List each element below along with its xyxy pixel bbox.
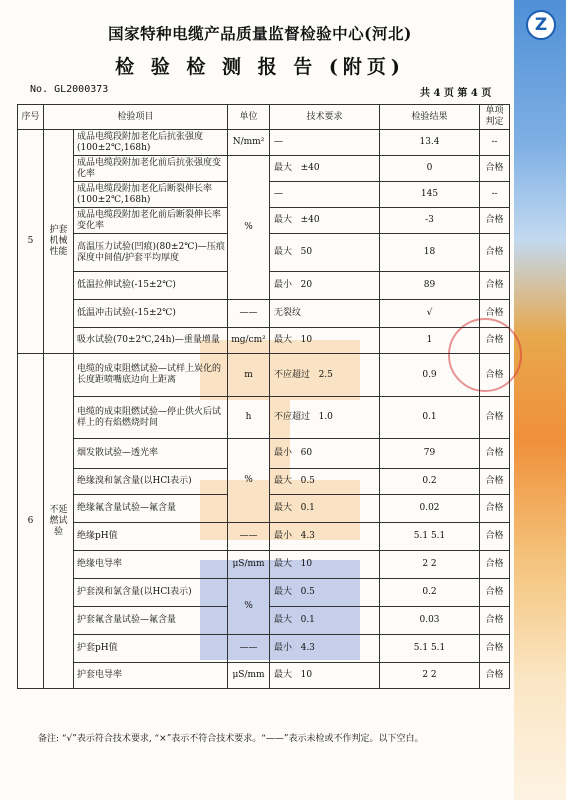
judgement-cell: 合格 [480, 208, 510, 234]
table-row [18, 397, 510, 439]
judgement-cell: 合格 [480, 156, 510, 182]
group-category: 护套机械性能 [44, 130, 74, 354]
result-cell: 18 [380, 234, 480, 272]
table-row [18, 551, 510, 579]
result-cell: 145 [380, 182, 480, 208]
table-row [18, 354, 510, 397]
item-cell: 成品电缆段附加老化后断裂伸长率(100±2℃,168h) [74, 182, 228, 208]
result-cell: 5.1 5.1 [380, 635, 480, 663]
judgement-cell: 合格 [480, 607, 510, 635]
item-cell: 绝缘pH值 [74, 523, 228, 551]
requirement-cell: 最大 ±40 [270, 156, 380, 182]
judgement-cell: 合格 [480, 663, 510, 689]
requirement-cell: 最大 10 [270, 663, 380, 689]
item-cell: 成品电缆段附加老化前后断裂伸长率变化率 [74, 208, 228, 234]
requirement-cell: 最大 0.1 [270, 607, 380, 635]
unit-cell: —— [228, 523, 270, 551]
requirement-cell: 最大 10 [270, 551, 380, 579]
requirement-cell: 最大 0.5 [270, 579, 380, 607]
requirement-cell: 最小 4.3 [270, 523, 380, 551]
item-cell: 护套pH值 [74, 635, 228, 663]
item-cell: 电缆的成束阻燃试验—试样上炭化的长度距喷嘴底边向上距离 [74, 354, 228, 397]
result-cell: √ [380, 300, 480, 328]
judgement-cell: 合格 [480, 272, 510, 300]
table-row [18, 663, 510, 689]
judgement-cell: -- [480, 130, 510, 156]
table-row [18, 328, 510, 354]
item-cell: 绝缘氟含量试验—氟含量 [74, 495, 228, 523]
unit-cell: —— [228, 635, 270, 663]
item-cell: 绝缘溴和氯含量(以HCl表示) [74, 469, 228, 495]
page-info: 共 4 页 第 4 页 [420, 88, 492, 99]
report-number-label: No. [30, 84, 49, 95]
unit-cell: m [228, 354, 270, 397]
report-number [30, 84, 108, 95]
result-cell: 0.2 [380, 579, 480, 607]
unit-cell: h [228, 397, 270, 439]
institution-logo-icon [526, 10, 556, 40]
item-cell: 护套溴和氯含量(以HCl表示) [74, 579, 228, 607]
result-cell: 0 [380, 156, 480, 182]
requirement-cell: 无裂纹 [270, 300, 380, 328]
table-row [18, 523, 510, 551]
item-cell: 成品电缆段附加老化前后抗张强度变化率 [74, 156, 228, 182]
table-row [18, 579, 510, 607]
judgement-cell: 合格 [480, 469, 510, 495]
unit-cell: μS/mm [228, 663, 270, 689]
item-cell: 成品电缆段附加老化后抗张强度(100±2℃,168h) [74, 130, 228, 156]
requirement-cell: 不应超过 2.5 [270, 354, 380, 397]
item-cell: 吸水试验(70±2℃,24h)—重量增量 [74, 328, 228, 354]
result-cell: 0.9 [380, 354, 480, 397]
header-unit: 单位 [228, 105, 270, 130]
requirement-cell: 不应超过 1.0 [270, 397, 380, 439]
unit-cell: N/mm² [228, 130, 270, 156]
item-cell: 绝缘电导率 [74, 551, 228, 579]
header-seq: 序号 [18, 105, 44, 130]
requirement-cell: 最小 60 [270, 439, 380, 469]
judgement-cell: 合格 [480, 579, 510, 607]
result-cell: 0.03 [380, 607, 480, 635]
group-seq: 6 [18, 354, 44, 689]
judgement-cell: 合格 [480, 551, 510, 579]
unit-cell: —— [228, 300, 270, 328]
group-seq: 5 [18, 130, 44, 354]
judgement-cell: 合格 [480, 439, 510, 469]
judgement-cell: 合格 [480, 495, 510, 523]
requirement-cell: — [270, 130, 380, 156]
table-row [18, 635, 510, 663]
header-result: 检验结果 [380, 105, 480, 130]
header-item: 检验项目 [44, 105, 228, 130]
unit-cell: % [228, 156, 270, 300]
item-cell: 低温冲击试验(-15±2℃) [74, 300, 228, 328]
table-row [18, 130, 510, 156]
unit-cell: mg/cm² [228, 328, 270, 354]
unit-cell: μS/mm [228, 551, 270, 579]
organization-title: 国家特种电缆产品质量监督检验中心(河北) [108, 24, 412, 43]
unit-cell: % [228, 439, 270, 523]
table-row [18, 156, 510, 182]
result-cell: 79 [380, 439, 480, 469]
result-cell: 2 2 [380, 551, 480, 579]
item-cell: 护套电导率 [74, 663, 228, 689]
judgement-cell: -- [480, 182, 510, 208]
report-number-value: GL2000373 [54, 84, 109, 95]
requirement-cell: 最小 20 [270, 272, 380, 300]
result-cell: 1 [380, 328, 480, 354]
unit-cell: % [228, 579, 270, 635]
item-cell: 护套氟含量试验—氟含量 [74, 607, 228, 635]
judgement-cell: 合格 [480, 328, 510, 354]
requirement-cell: 最大 0.5 [270, 469, 380, 495]
item-cell: 高温压力试验(凹痕)(80±2℃)—压痕深度中间值/护套平均厚度 [74, 234, 228, 272]
result-cell: 5.1 5.1 [380, 523, 480, 551]
judgement-cell: 合格 [480, 300, 510, 328]
requirement-cell: 最小 4.3 [270, 635, 380, 663]
decorative-color-strip [514, 0, 566, 800]
requirement-cell: 最大 ±40 [270, 208, 380, 234]
result-cell: 0.2 [380, 469, 480, 495]
table-header-row [18, 105, 510, 130]
item-cell: 低温拉伸试验(-15±2℃) [74, 272, 228, 300]
requirement-cell: 最大 0.1 [270, 495, 380, 523]
item-cell: 电缆的成束阻燃试验—停止供火后试样上的有焰燃烧时间 [74, 397, 228, 439]
table-row [18, 300, 510, 328]
document-title: 检 验 检 测 报 告 (附页) [115, 56, 405, 78]
header-judgement: 单项判定 [480, 105, 510, 130]
result-cell: -3 [380, 208, 480, 234]
footer-note: 备注: “√”表示符合技术要求, “×”表示不符合技术要求。“——”表示未检或不作判定。以下空白。 [38, 734, 424, 744]
judgement-cell: 合格 [480, 354, 510, 397]
table-row [18, 439, 510, 469]
judgement-cell: 合格 [480, 234, 510, 272]
judgement-cell: 合格 [480, 523, 510, 551]
requirement-cell: — [270, 182, 380, 208]
result-cell: 89 [380, 272, 480, 300]
results-table [17, 104, 510, 689]
requirement-cell: 最大 50 [270, 234, 380, 272]
header-requirement: 技术要求 [270, 105, 380, 130]
requirement-cell: 最大 10 [270, 328, 380, 354]
result-cell: 0.02 [380, 495, 480, 523]
judgement-cell: 合格 [480, 635, 510, 663]
judgement-cell: 合格 [480, 397, 510, 439]
group-category: 不延燃试验 [44, 354, 74, 689]
result-cell: 2 2 [380, 663, 480, 689]
result-cell: 0.1 [380, 397, 480, 439]
item-cell: 烟发散试验—透光率 [74, 439, 228, 469]
result-cell: 13.4 [380, 130, 480, 156]
